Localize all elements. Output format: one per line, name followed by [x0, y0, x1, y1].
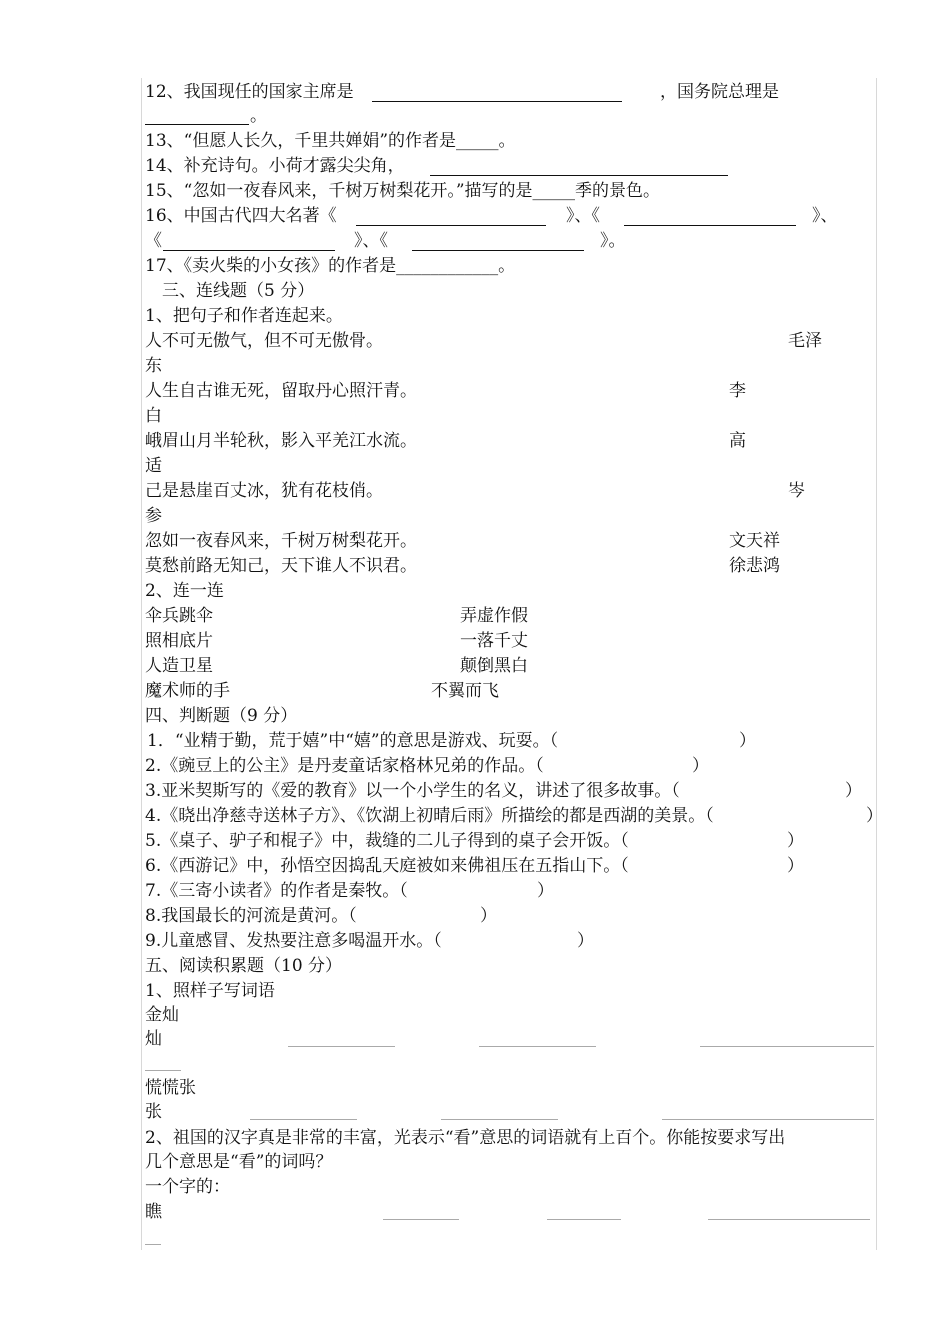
judge-9: 9.儿童感冒、发热要注意多喝温开水。（: [145, 931, 442, 951]
right-margin-line: [876, 78, 877, 1250]
word-blank-1[interactable]: [288, 1046, 395, 1047]
judge-2: 2.《豌豆上的公主》是丹麦童话家格林兄弟的作品。（: [145, 756, 544, 776]
section3-part2-title: 2、连一连: [145, 581, 224, 601]
author-4-wrap: 参: [145, 506, 162, 526]
section3-heading: 三、连线题（5 分）: [162, 281, 315, 301]
section5-heading: 五、阅读积累题（10 分）: [145, 956, 343, 976]
judge-3: 3.亚米契斯写的《爱的教育》以一个小学生的名义，讲述了很多故事。（: [145, 781, 680, 801]
char-blank-3[interactable]: [708, 1219, 870, 1220]
judge-6-close[interactable]: ）: [787, 856, 804, 876]
author-3[interactable]: 高: [729, 431, 746, 451]
match-left-3: 人造卫星: [145, 656, 213, 676]
q12-text: 12、我国现任的国家主席是: [145, 82, 354, 102]
q12-blank-president[interactable]: [372, 101, 622, 102]
judge-3-close[interactable]: ）: [845, 781, 862, 801]
match-left-1: 伞兵跳伞: [145, 606, 213, 626]
sentence-1: 人不可无傲气，但不可无傲骨。: [145, 331, 383, 351]
q16-sep-2: 》、: [812, 206, 838, 226]
author-5[interactable]: 文天祥: [729, 531, 780, 551]
example2-line1: 慌慌张: [145, 1078, 196, 1098]
q12-end: 。: [250, 106, 267, 126]
example2-line2: 张: [145, 1102, 162, 1122]
match-left-4: 魔术师的手: [145, 681, 230, 701]
char-blank-1[interactable]: [383, 1219, 459, 1220]
judge-4-close[interactable]: ）: [866, 806, 883, 826]
q17-text: 17、《卖火柴的小女孩》的作者是____________。: [145, 256, 516, 276]
sentence-5: 忽如一夜春风来，千树万树梨花开。: [145, 531, 417, 551]
word-blank-5[interactable]: [441, 1119, 558, 1120]
author-1[interactable]: 毛泽: [788, 331, 822, 351]
judge-2-close[interactable]: ）: [692, 756, 709, 776]
char-blank-2[interactable]: [547, 1219, 621, 1220]
judge-4: 4.《晓出净慈寺送林子方》、《饮湖上初晴后雨》所描绘的都是西湖的美景。（: [145, 806, 714, 826]
q16-text: 16、中国古代四大名著《: [145, 206, 337, 226]
word-blank-6[interactable]: [662, 1119, 874, 1120]
char-blank-3-wrap: [145, 1244, 161, 1245]
author-6[interactable]: 徐悲鸿: [729, 556, 780, 576]
q16-blank-1[interactable]: [356, 225, 546, 226]
judge-8-close[interactable]: ）: [480, 906, 497, 926]
judge-7-close[interactable]: ）: [537, 881, 554, 901]
sentence-6: 莫愁前路无知己，天下谁人不识君。: [145, 556, 417, 576]
q12-blank-premier[interactable]: [145, 124, 249, 125]
judge-1: 1．“业精于勤，荒于嬉”中“嬉”的意思是游戏、玩耍。（: [147, 731, 559, 751]
q13-text: 13、“但愿人长久，千里共婵娟”的作者是_____。: [145, 131, 516, 151]
judge-1-close[interactable]: ）: [739, 731, 756, 751]
judge-6: 6.《西游记》中，孙悟空因捣乱天庭被如来佛祖压在五指山下。（: [145, 856, 629, 876]
author-3-wrap: 适: [145, 456, 162, 476]
section5-part2-line2: 几个意思是“看”的词吗？: [145, 1152, 333, 1172]
word-blank-2[interactable]: [479, 1046, 596, 1047]
sentence-4: 己是悬崖百丈冰，犹有花枝俏。: [145, 481, 383, 501]
match-right-3[interactable]: 颠倒黑白: [460, 656, 528, 676]
judge-5-close[interactable]: ）: [787, 831, 804, 851]
match-right-2[interactable]: 一落千丈: [460, 631, 528, 651]
one-char-label: 一个字的：: [145, 1177, 230, 1197]
one-char-example: 瞧: [145, 1202, 162, 1222]
q14-text: 14、补充诗句。小荷才露尖尖角，: [145, 156, 405, 176]
q15-text: 15、“忽如一夜春风来，千树万树梨花开。”描写的是_____季的景色。: [145, 181, 661, 201]
author-2[interactable]: 李: [729, 381, 746, 401]
judge-8: 8.我国最长的河流是黄河。（: [145, 906, 357, 926]
q14-blank[interactable]: [430, 175, 728, 176]
word-blank-3[interactable]: [700, 1046, 874, 1047]
example1-line1: 金灿: [145, 1005, 179, 1025]
author-4[interactable]: 岑: [788, 481, 805, 501]
author-2-wrap: 白: [145, 406, 162, 426]
author-1-wrap: 东: [145, 356, 162, 376]
section4-heading: 四、判断题（9 分）: [145, 706, 298, 726]
sentence-3: 峨眉山月半轮秋，影入平羌江水流。: [145, 431, 417, 451]
q16-blank-4[interactable]: [412, 250, 584, 251]
match-right-4[interactable]: 不翼而飞: [431, 681, 499, 701]
match-left-2: 照相底片: [145, 631, 213, 651]
q12-text-2: ，国务院总理是: [660, 82, 779, 102]
left-margin-line: [141, 78, 142, 1250]
q16-sep-4: 》、《: [354, 231, 388, 251]
section5-part1-title: 1、照样子写词语: [145, 981, 275, 1001]
q16-end: 》。: [600, 231, 626, 251]
word-blank-4[interactable]: [250, 1119, 357, 1120]
q16-sep-3: 《: [145, 231, 162, 251]
q16-sep-1: 》、《: [566, 206, 600, 226]
section3-part1-title: 1、把句子和作者连起来。: [145, 306, 343, 326]
q16-blank-2[interactable]: [624, 225, 796, 226]
word-blank-3-wrap: [145, 1070, 181, 1071]
judge-9-close[interactable]: ）: [577, 931, 594, 951]
example1-line2: 灿: [145, 1029, 162, 1049]
q16-blank-3[interactable]: [163, 250, 335, 251]
section5-part2-line1: 2、祖国的汉字真是非常的丰富，光表示“看”意思的词语就有上百个。你能按要求写出: [145, 1128, 786, 1148]
match-right-1[interactable]: 弄虚作假: [460, 606, 528, 626]
judge-7: 7.《三寄小读者》的作者是秦牧。（: [145, 881, 408, 901]
judge-5: 5.《桌子、驴子和棍子》中，裁缝的二儿子得到的桌子会开饭。（: [145, 831, 629, 851]
sentence-2: 人生自古谁无死，留取丹心照汗青。: [145, 381, 417, 401]
